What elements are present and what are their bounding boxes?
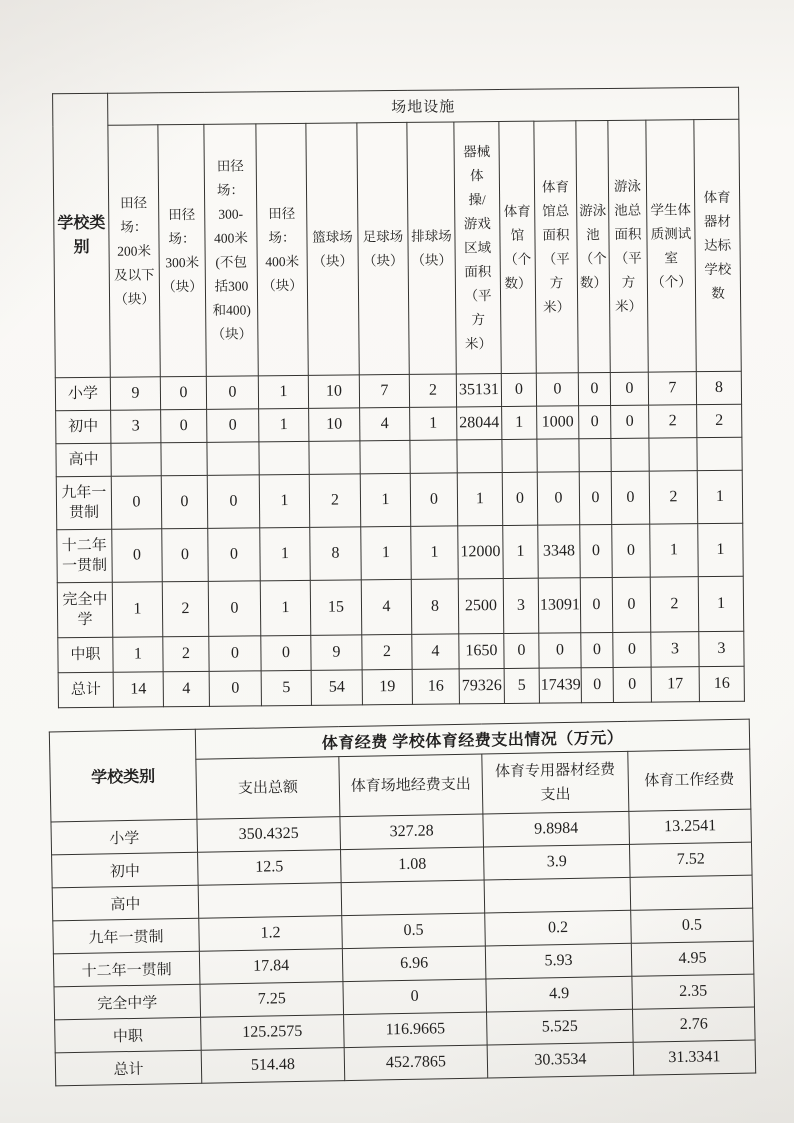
data-cell: 0 <box>207 475 260 528</box>
data-cell: 4 <box>412 634 459 669</box>
column-header-track-200m: 田径 场： 200米 及以下 （块） <box>108 125 160 377</box>
data-cell: 4.95 <box>631 941 754 976</box>
row-label: 完全中 学 <box>57 582 113 638</box>
data-cell: 0 <box>536 373 578 406</box>
data-cell: 6.96 <box>342 946 486 982</box>
data-cell: 1 <box>260 527 311 580</box>
data-cell: 54 <box>311 670 362 705</box>
column-header-equipment-standard: 体育 器材 达标 学校 数 <box>694 119 741 371</box>
data-cell: 0 <box>207 409 259 442</box>
data-cell: 0 <box>209 671 261 706</box>
data-cell: 3348 <box>538 525 581 578</box>
row-label: 九年一 贯制 <box>56 476 112 530</box>
data-cell: 79326 <box>459 668 504 703</box>
data-cell: 1 <box>697 470 743 523</box>
column-header-basketball: 篮球场 （块） <box>306 123 359 375</box>
data-cell: 0.5 <box>342 913 486 949</box>
row-label: 十二年 一贯制 <box>57 529 113 583</box>
budget-table <box>49 719 756 1087</box>
data-cell: 0 <box>206 376 258 409</box>
data-cell <box>502 439 537 472</box>
data-cell: 0 <box>161 409 207 442</box>
data-cell: 1 <box>698 576 744 631</box>
data-cell: 0 <box>610 372 648 405</box>
data-cell: 16 <box>412 669 459 704</box>
data-cell: 14 <box>113 672 163 707</box>
data-cell: 16 <box>699 666 744 701</box>
data-cell <box>309 441 360 474</box>
table-row-nine-year <box>56 470 743 530</box>
data-cell: 1 <box>698 523 744 576</box>
data-cell: 2 <box>163 636 209 671</box>
data-cell <box>457 440 502 473</box>
data-cell: 7 <box>648 372 696 405</box>
row-label: 完全中学 <box>54 984 201 1020</box>
data-cell: 514.48 <box>201 1048 345 1084</box>
data-cell: 0 <box>581 632 613 667</box>
facilities-column-header-row <box>53 119 741 378</box>
row-label: 总计 <box>55 1050 202 1086</box>
table-row-twelve-year <box>57 523 744 583</box>
data-cell: 1 <box>650 524 699 577</box>
row-label: 中职 <box>55 1017 202 1053</box>
data-cell: 1 <box>502 406 537 439</box>
data-cell: 3 <box>111 410 161 443</box>
data-cell: 3 <box>503 578 539 633</box>
data-cell <box>484 877 631 913</box>
data-cell: 0 <box>502 472 538 525</box>
data-cell: 0 <box>111 476 162 529</box>
data-cell: 1.2 <box>199 916 343 952</box>
data-cell: 2 <box>362 634 412 669</box>
data-cell: 0 <box>539 633 581 668</box>
data-cell: 0 <box>504 633 539 668</box>
data-cell: 17439 <box>539 668 581 703</box>
data-cell: 2 <box>650 577 699 632</box>
data-cell: 0 <box>208 581 261 636</box>
data-cell: 8 <box>696 371 741 404</box>
data-cell: 30.3534 <box>487 1042 634 1078</box>
column-header-equipment-expenditure: 体育专用器材经费 支出 <box>482 751 629 814</box>
row-label: 初中 <box>56 410 111 444</box>
table-row-complete-secondary <box>57 576 744 638</box>
data-cell <box>341 880 485 916</box>
data-cell: 0 <box>613 632 651 667</box>
data-cell: 1 <box>503 525 539 578</box>
data-cell: 2 <box>649 405 697 438</box>
column-header-gym-area: 器械 体 操/ 游戏 区域 面积 （平 方 米） <box>454 122 501 374</box>
data-cell: 1 <box>360 473 411 526</box>
data-cell <box>111 443 161 476</box>
data-cell: 10 <box>308 375 359 408</box>
row-label: 中职 <box>58 637 113 673</box>
data-cell: 2.76 <box>632 1007 755 1042</box>
data-cell: 3 <box>651 632 699 667</box>
data-cell: 0 <box>161 475 208 528</box>
data-cell: 28044 <box>457 407 502 440</box>
data-cell <box>697 437 742 470</box>
data-cell <box>630 875 753 910</box>
data-cell: 0 <box>578 372 610 405</box>
facilities-group-header: 场地设施 <box>108 87 739 125</box>
data-cell: 1650 <box>459 634 504 669</box>
data-cell: 0.2 <box>485 910 632 946</box>
column-header-football: 足球场 （块） <box>357 122 409 374</box>
data-cell: 0 <box>112 529 163 582</box>
data-cell <box>207 442 259 475</box>
data-cell: 0 <box>612 524 651 577</box>
column-header-total-expenditure: 支出总额 <box>196 757 340 820</box>
row-label: 初中 <box>52 852 199 888</box>
column-header-stadium-count: 体育 馆 （个 数） <box>499 121 536 373</box>
data-cell: 31.3341 <box>633 1040 756 1075</box>
column-header-fitness-test-room: 学生体 质测试 室 （个） <box>646 120 696 372</box>
column-header-volleyball: 排球场 （块） <box>407 122 456 374</box>
data-cell: 1 <box>259 474 310 527</box>
data-cell: 1 <box>361 526 412 579</box>
data-cell: 0 <box>162 528 209 581</box>
data-cell: 2 <box>409 374 456 407</box>
data-cell: 2500 <box>458 579 504 634</box>
data-cell: 4.9 <box>486 976 633 1012</box>
data-cell: 35131 <box>456 374 501 407</box>
data-cell: 0 <box>501 373 536 406</box>
data-cell: 19 <box>362 669 412 704</box>
data-cell: 10 <box>309 408 360 441</box>
data-cell: 0 <box>579 471 612 524</box>
data-cell <box>649 438 697 471</box>
data-cell: 0 <box>261 635 311 670</box>
row-label: 小学 <box>55 377 110 411</box>
data-cell: 4 <box>361 579 412 634</box>
data-cell: 3 <box>699 631 744 666</box>
data-cell: 1.08 <box>341 847 485 883</box>
data-cell: 12000 <box>458 526 504 579</box>
data-cell: 7.52 <box>629 842 752 877</box>
data-cell: 1 <box>259 408 309 441</box>
column-header-track-300-400m: 田径 场： 300- 400米 (不包 括300 和400) （块） <box>204 124 258 376</box>
data-cell: 0 <box>160 376 206 409</box>
data-cell: 452.7865 <box>344 1045 488 1081</box>
data-cell: 9 <box>110 377 160 410</box>
column-header-pool-area: 游泳 池总 面积 （平 方 米） <box>608 120 648 372</box>
data-cell: 5 <box>504 668 539 703</box>
data-cell: 0 <box>579 405 611 438</box>
data-cell: 1 <box>112 582 163 637</box>
data-cell: 15 <box>310 580 362 635</box>
data-cell <box>198 883 342 919</box>
data-cell <box>360 440 410 473</box>
row-label: 总计 <box>58 672 113 708</box>
data-cell: 0 <box>410 473 458 526</box>
data-cell: 116.9665 <box>344 1012 488 1048</box>
school-category-header: 学校类 别 <box>53 93 111 378</box>
data-cell: 0 <box>613 667 651 702</box>
data-cell <box>537 439 579 472</box>
data-cell: 0 <box>611 405 649 438</box>
data-cell: 0 <box>537 472 580 525</box>
budget-group-header: 体育经费 学校体育经费支出情况（万元） <box>195 719 749 759</box>
data-cell: 13.2541 <box>629 809 752 844</box>
data-cell: 5.93 <box>485 943 632 979</box>
data-cell: 0 <box>208 528 261 581</box>
data-cell: 0 <box>612 577 651 632</box>
data-cell: 9.8984 <box>483 811 630 847</box>
data-cell: 0 <box>209 636 261 671</box>
data-cell: 2 <box>309 474 361 527</box>
data-cell: 17.84 <box>199 949 343 985</box>
data-cell: 8 <box>411 579 459 634</box>
data-cell: 2 <box>649 471 698 524</box>
data-cell: 7.25 <box>200 982 344 1018</box>
data-cell: 1000 <box>537 406 579 439</box>
data-cell: 9 <box>311 635 362 670</box>
data-cell: 12.5 <box>198 850 342 886</box>
data-cell <box>410 440 457 473</box>
column-header-work-funds: 体育工作经费 <box>628 749 751 811</box>
data-cell: 0 <box>580 577 613 632</box>
data-cell: 7 <box>359 374 409 407</box>
data-cell: 350.4325 <box>197 817 341 853</box>
data-cell: 1 <box>410 407 457 440</box>
table-row-total <box>58 666 744 708</box>
column-header-pool-count: 游泳 池 （个 数） <box>576 120 610 372</box>
data-cell: 0 <box>580 524 613 577</box>
data-cell: 5 <box>261 670 311 705</box>
data-cell: 2.35 <box>632 974 755 1009</box>
data-cell: 4 <box>360 407 410 440</box>
row-label: 九年一贯制 <box>53 918 200 954</box>
data-cell: 1 <box>260 580 311 635</box>
data-cell: 0 <box>611 471 650 524</box>
data-cell: 13091 <box>538 578 581 633</box>
data-cell <box>579 438 611 471</box>
row-label: 高中 <box>52 885 199 921</box>
data-cell: 1 <box>113 637 163 672</box>
data-cell <box>259 441 309 474</box>
column-header-track-400m: 田径 场： 400米 （块） <box>256 123 308 375</box>
school-category-header: 学校类别 <box>49 729 197 822</box>
row-label: 十二年一贯制 <box>53 951 200 987</box>
data-cell: 1 <box>457 473 503 526</box>
data-cell: 327.28 <box>340 814 484 850</box>
data-cell: 8 <box>310 527 362 580</box>
data-cell: 2 <box>162 581 209 636</box>
column-header-venue-expenditure: 体育场地经费支出 <box>339 754 483 817</box>
data-cell: 17 <box>651 667 699 702</box>
column-header-stadium-area: 体育 馆总 面积 （平 方 米） <box>534 121 578 373</box>
row-label: 小学 <box>51 819 198 855</box>
data-cell: 125.2575 <box>201 1015 345 1051</box>
data-cell: 2 <box>697 404 742 437</box>
data-cell: 0.5 <box>631 908 754 943</box>
data-cell: 3.9 <box>483 844 630 880</box>
data-cell: 1 <box>411 526 459 579</box>
data-cell <box>611 438 649 471</box>
data-cell: 0 <box>343 979 487 1015</box>
data-cell: 0 <box>581 667 613 702</box>
data-cell: 4 <box>163 671 209 706</box>
data-cell <box>161 442 207 475</box>
facilities-table <box>52 87 745 709</box>
data-cell: 5.525 <box>487 1009 634 1045</box>
data-cell: 1 <box>258 375 308 408</box>
row-label: 高中 <box>56 443 111 477</box>
column-header-track-300m: 田径 场： 300米 （块） <box>158 124 206 376</box>
